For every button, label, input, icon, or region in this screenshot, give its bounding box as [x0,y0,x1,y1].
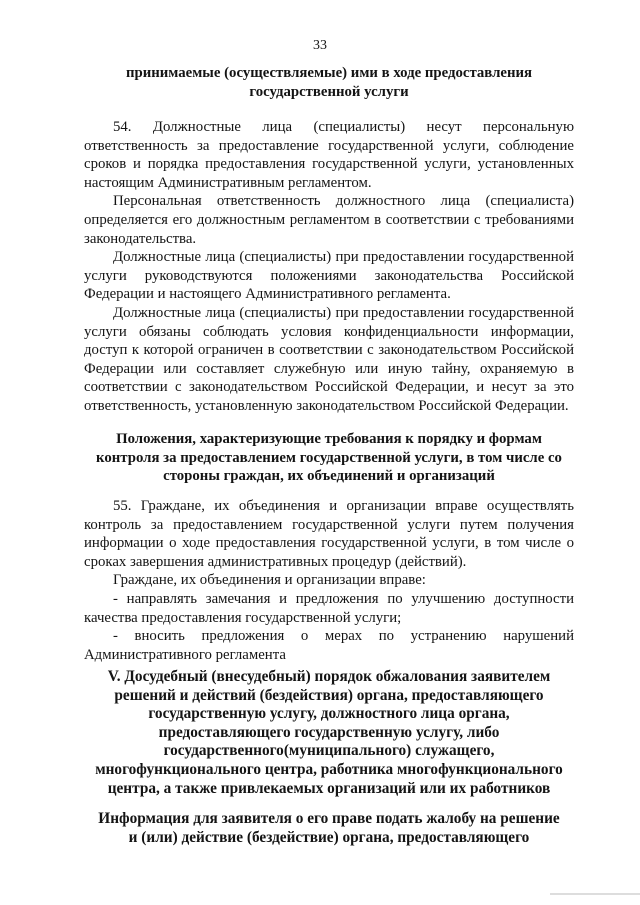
paragraph-54-confidentiality: Должностные лица (специалисты) при предоставлении государственной услуги обязаны соблюдать условия конфиденциальности информации, доступ к которой ограничен в соответствии с законодательством Российской Федерации или составляет служебную или иную тайну, охраняемую в соответствии с законодательством Российской Федерации, и несут за это ответственность, установленную законодательством Российской Федерации. [84,304,574,414]
paragraph-55-rights-intro: Граждане, их объединения и организации вправе: [113,572,426,589]
section-5-heading [84,668,574,798]
heading-line: государственного(муниципального) служащего, [163,742,495,760]
heading-line: центра, а также привлекаемых организаций или их работников [107,779,551,797]
heading-line: Информация для заявителя о его праве подать жалобу на решение [98,810,560,827]
heading-line: государственную услугу, должностного лица органа, [148,705,510,723]
heading-complaint-info [84,810,574,847]
heading-line: принимаемые (осуществляемые) ими в ходе предоставления [125,65,533,81]
section-55 [84,497,574,664]
scan-edge-mark [550,893,640,905]
paragraph-54-personal-responsibility: Персональная ответственность должностного лица (специалиста) определяется его должностным регламентом в соответствии с требованиями законодательства. [84,193,574,247]
heading-line: государственной услуги [249,83,409,100]
heading-line: решений и действий (бездействия) органа, предоставляющего [114,686,544,704]
paragraph-54-guided-by-law: Должностные лица (специалисты) при предоставлении государственной услуги руководствуются положениями законодательства Российской Федерации и настоящего Административного регламента. [84,249,574,303]
page-number: 33 [313,38,327,53]
heading-line: предоставляющего государственную услугу, либо [158,723,500,741]
list-item-proposals: - вносить предложения о мерах по устранению нарушений Административного регламента [84,628,574,663]
heading-line: многофункционального центра, работника многофункционального [95,760,563,778]
list-item-remarks: - направлять замечания и предложения по улучшению доступности качества предоставления государственной услуги; [84,590,574,626]
heading-control-requirements [84,430,574,486]
heading-line: стороны граждан, их объединений и организаций [163,468,495,485]
paragraph-55: 55. Граждане, их объединения и организации вправе осуществлять контроль за предоставлением государственной услуги путем получения информации о ходе предоставления государственной услуги, в том числе о сроках завершения административных процедур (действий). [84,498,574,570]
heading-responsibility [84,64,574,101]
heading-line: Положения, характеризующие требования к порядку и формам [116,431,542,447]
paragraph-54: 54. Должностные лица (специалисты) несут персональную ответственность за предоставление государственной услуги, соблюдение сроков и порядка предоставления государственной услуги, установленных настоящим Административным регламентом. [84,119,574,191]
heading-line: V. Досудебный (внесудебный) порядок обжалования заявителем [107,668,551,685]
heading-line: контроля за предоставлением государственной услуги, в том числе со [96,449,562,466]
heading-line: и (или) действие (бездействие) органа, предоставляющего [128,828,530,846]
section-54 [84,118,574,416]
